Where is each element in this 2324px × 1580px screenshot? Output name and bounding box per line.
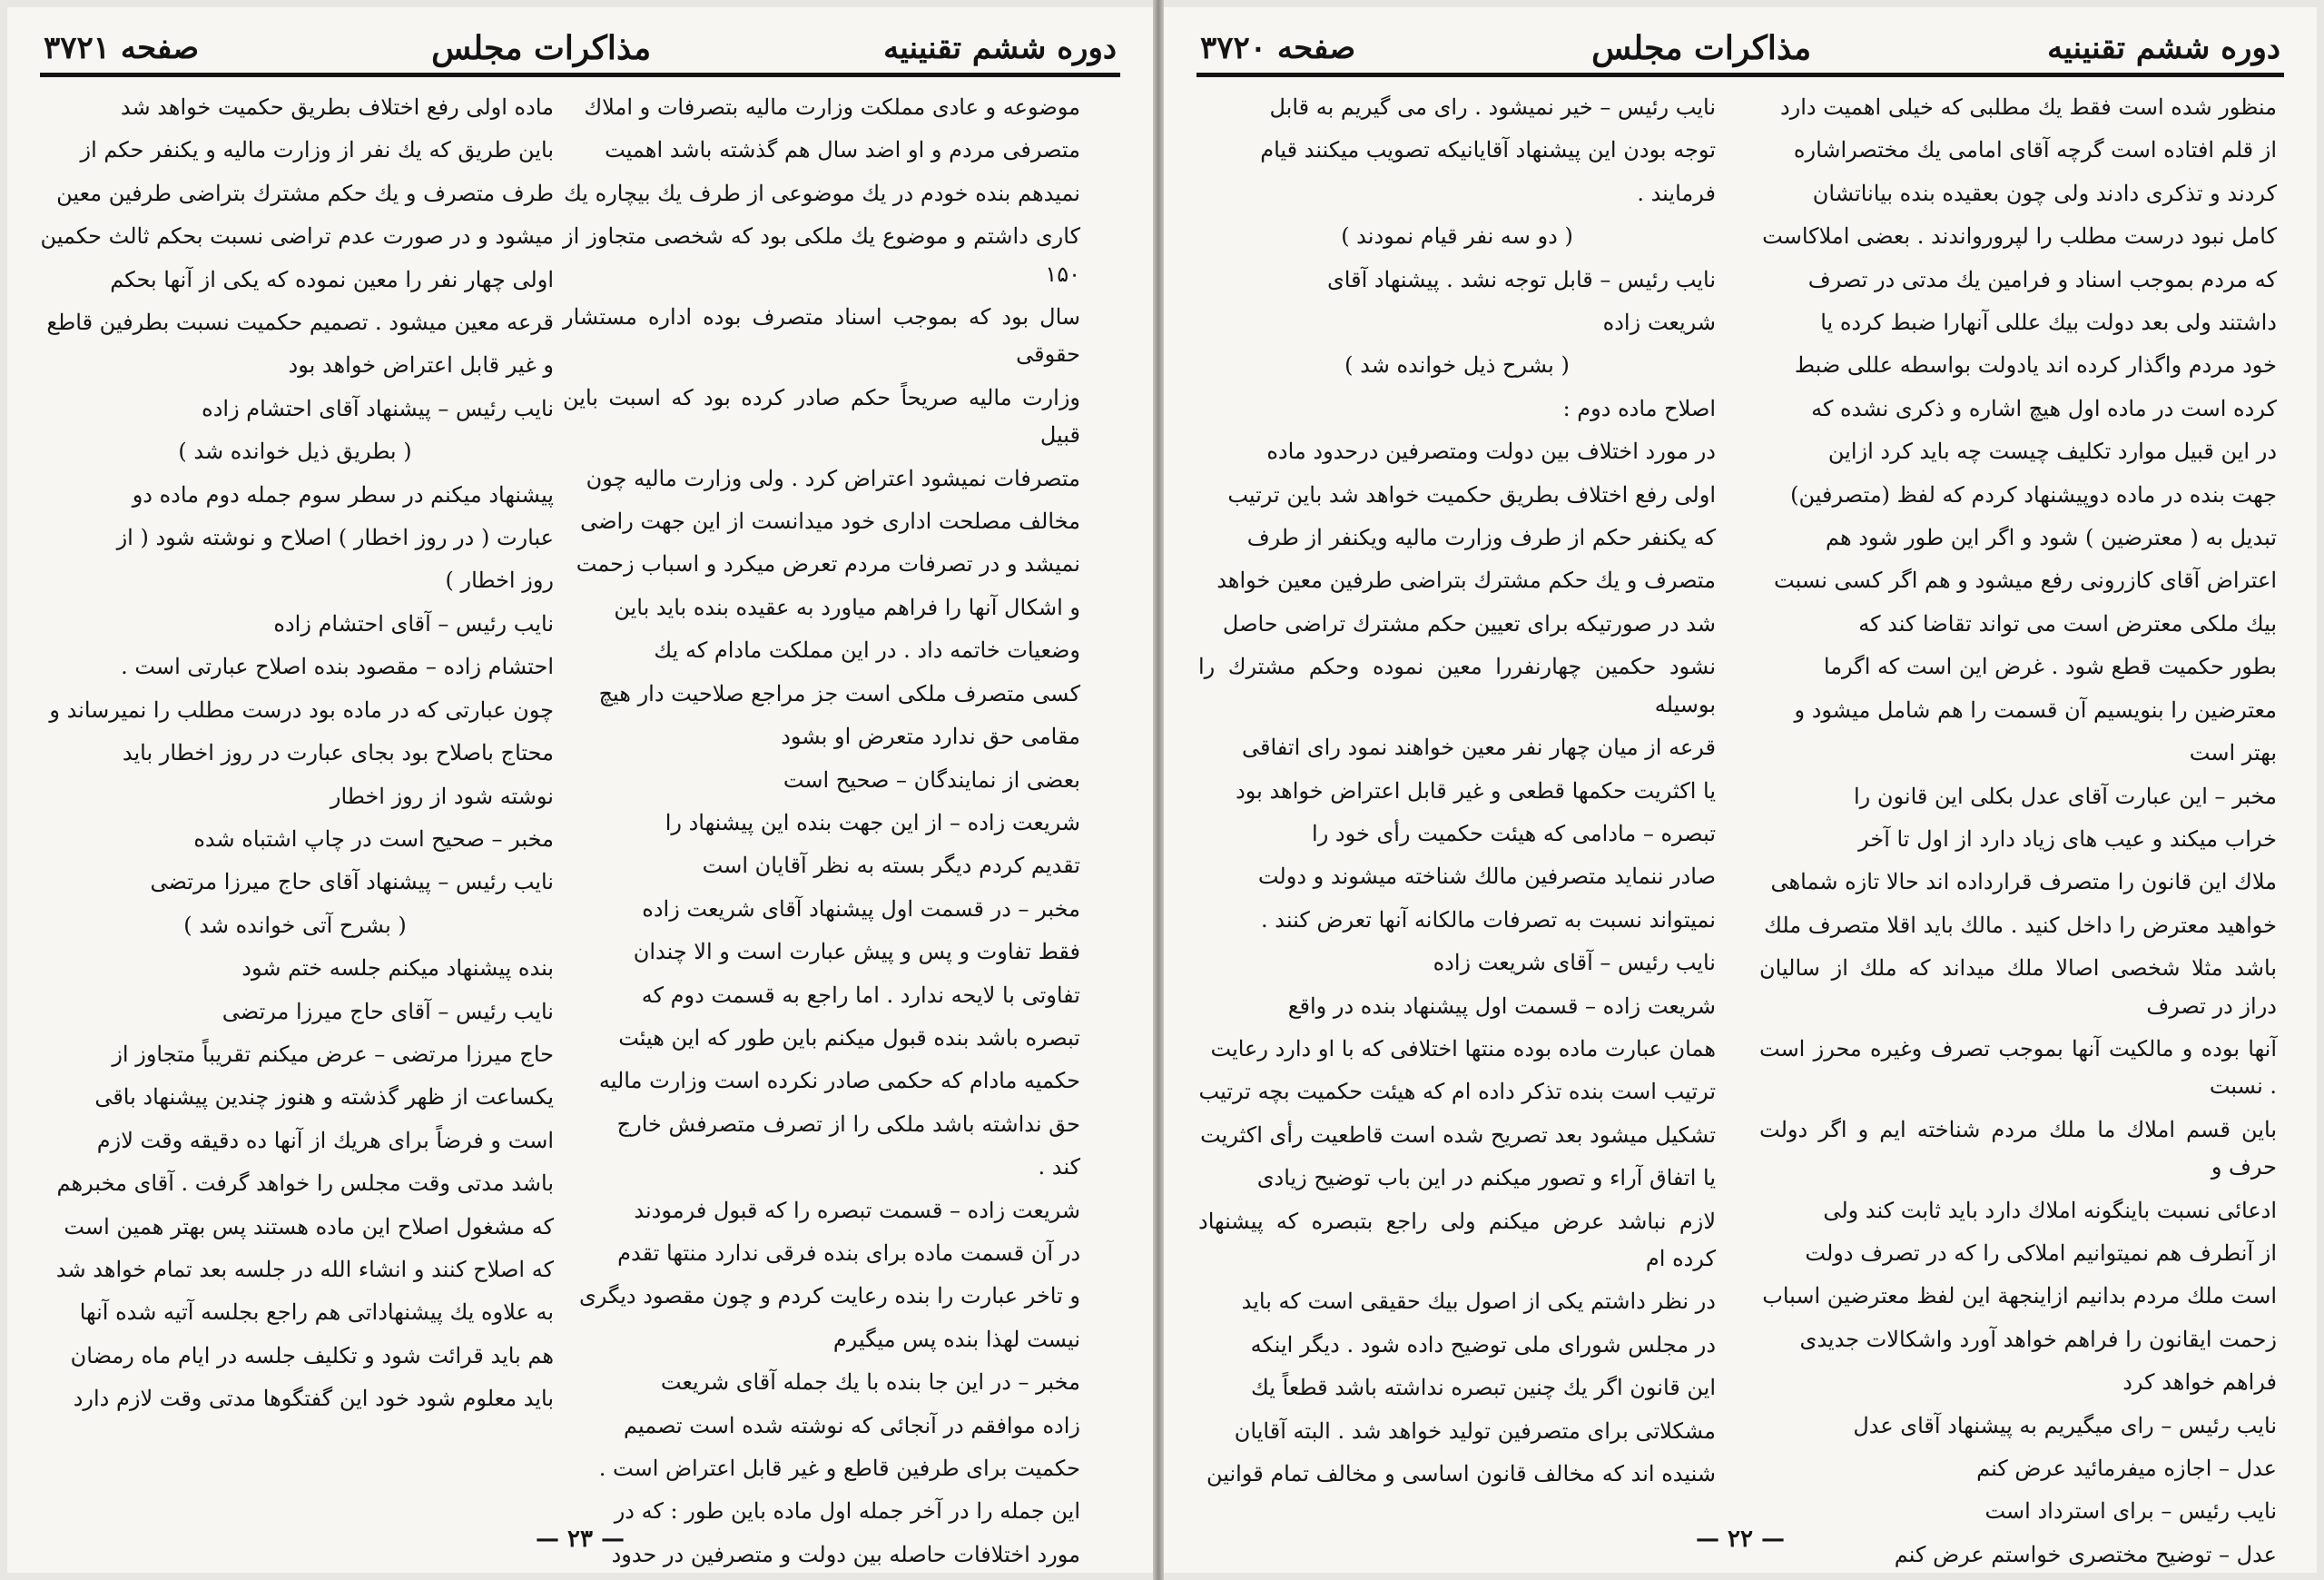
page-header	[44, 27, 1117, 69]
text-line: مورد اختلافات حاصله بین دولت و متصرفین در حدود	[611, 1541, 1080, 1567]
text-line: و اشکال آنها را فراهم میاورد به عقیده بنده باید باین	[614, 594, 1080, 620]
header-title: مذاکرات مجلس	[1591, 29, 1812, 67]
text-line: باشد مثلا شخصی اصالا ملك میداند که ملك از سالیان دراز در تصرف	[1759, 955, 2277, 1019]
text-line: عدل – توضیح مختصری خواستم عرض کنم	[1894, 1541, 2277, 1567]
text-line: به علاوه یك پیشنهاداتی هم راجع بجلسه آتیه شده آنها	[79, 1299, 554, 1326]
text-line: بعضی از نمایندگان – صحیح است	[783, 766, 1080, 793]
text-line: منظور شده است فقط یك مطلبی که خیلی اهمیت دارد	[1779, 94, 2277, 120]
text-line: در مجلس شورای ملی توضیح داده شود . دیگر اینکه	[1250, 1331, 1716, 1358]
text-line: ( بشرح آتی خوانده شد )	[183, 912, 407, 938]
text-line: بنده پیشنهاد میکنم جلسه ختم شود	[241, 955, 554, 982]
text-line: خراب میکند و عیب های زیاد دارد از اول تا آخر	[1858, 825, 2277, 852]
text-line: ادعائی نسبت باینگونه املاك دارد باید ثابت کند ولی	[1823, 1197, 2277, 1223]
header-session: دوره ششم تقنینیه	[2047, 30, 2280, 66]
text-line: معترضین را بنویسیم آن قسمت را هم شامل میشود و	[1794, 696, 2277, 723]
text-line: تبصره باشد بنده قبول میکنم باین طور که این هیئت	[618, 1024, 1080, 1051]
page-header	[1200, 27, 2280, 69]
header-rule	[40, 73, 1120, 77]
text-line: کردند و تذکری دادند ولی چون بعقیده بنده بیاناتشان	[1812, 180, 2277, 206]
text-line: همان عبارت ماده بوده منتها اختلافی که با او دارد رعایت	[1210, 1035, 1716, 1062]
text-line: نایب رئیس – رای میگیریم به پیشنهاد آقای عدل	[1853, 1412, 2277, 1438]
text-line: نمیشد و در تصرفات مردم تعرض میکرد و اسباب زحمت	[576, 551, 1080, 578]
text-line: ( دو سه نفر قیام نمودند )	[1341, 223, 1573, 250]
text-line: نایب رئیس – برای استرداد است	[1984, 1498, 2277, 1525]
text-line: آنها بوده و مالکیت آنها بموجب تصرف وغیره محرز است . نسبت	[1759, 1035, 2277, 1100]
text-line: نمیدهم بنده خودم در یك موضوعی از طرف یك بیچاره یك	[564, 180, 1080, 206]
text-line: میشود و در صورت عدم تراضی نسبت بحکم ثالث حکمین	[40, 223, 554, 250]
text-line: ملاك این قانون را متصرف قرارداده اند حالا تازه شماهی	[1770, 869, 2277, 895]
text-line: احتشام زاده – مقصود بنده اصلاح عبارتی است .	[121, 654, 554, 680]
text-line: که یکنفر حکم از طرف وزارت مالیه ویکنفر از طرف	[1246, 525, 1716, 551]
text-line: باشد مدتی وقت مجلس را خواهد گرفت . آقای مخبرهم	[56, 1170, 554, 1197]
text-line: قرعه از میان چهار نفر معین خواهند نمود رای اتفاقی	[1241, 735, 1716, 761]
text-line: و غیر قابل اعتراض خواهد بود	[288, 352, 554, 379]
text-line: قرعه معین میشود . تصمیم حکمیت نسبت بطرفین قاطع	[46, 310, 554, 336]
folio-number: — ۲۲ —	[1695, 1526, 1786, 1553]
text-line: مخبر – صحیح است در چاپ اشتباه شده	[193, 825, 554, 852]
text-line: فرمایند .	[1637, 180, 1716, 206]
text-line: فقط تفاوت و پس و پیش عبارت است و الا چندان	[633, 939, 1080, 965]
text-line: سال بود که بموجب اسناد متصرف بوده اداره مستشار حقوقی	[563, 304, 1080, 368]
text-line: یا اکثریت حکمها قطعی و غیر قابل اعتراض خواهد بود	[1236, 777, 1716, 804]
text-line: در آن قسمت ماده برای بنده فرقی ندارد منتها تقدم	[617, 1239, 1080, 1266]
text-line: نمیتواند نسبت به تصرفات مالکانه آنها تعرض کنند .	[1261, 906, 1716, 933]
text-line: جهت بنده در ماده دوپیشنهاد کردم که لفظ (متصرفین)	[1790, 481, 2277, 508]
text-line: در نظر داشتم یکی از اصول بیك حقیقی است که باید	[1241, 1289, 1716, 1315]
header-page-number: صفحه ۳۷۲۱	[44, 30, 200, 66]
text-line: خواهید معترض را داخل کنید . مالك باید اقلا متصرف ملك	[1764, 912, 2277, 938]
text-line: نایب رئیس – خیر نمیشود . رای می گیریم به قابل	[1269, 94, 1716, 120]
text-line: نیست لهذا بنده پس میگیرم	[832, 1326, 1080, 1352]
text-line: محتاج باصلاح بود بجای عبارت در روز اخطار باید	[122, 740, 554, 766]
text-line: است و فرضاً برای هریك از آنها ده دقیقه وقت لازم	[96, 1127, 554, 1153]
text-line: تفاوتی با لایحه ندارد . اما راجع به قسمت دوم که	[641, 982, 1080, 1008]
text-line: هم باید قرائت شود و تکلیف جلسه در ایام ماه رمضان	[70, 1342, 554, 1368]
text-line: شریعت زاده – قسمت تبصره را که قبول فرمودند	[634, 1197, 1080, 1223]
text-line: که اصلاح کنند و انشاء الله در جلسه بعد تمام خواهد شد	[55, 1256, 554, 1282]
text-line: کسی متصرف ملکی است جز مراجع صلاحیت دار هیچ	[598, 680, 1080, 706]
text-line: در این قبیل موارد تکلیف چیست چه باید کرد ازاین	[1827, 439, 2277, 465]
text-line: در مورد اختلاف بین دولت ومتصرفین درحدود ماده	[1266, 439, 1716, 465]
text-line: مخبر – این عبارت آقای عدل بکلی این قانون را	[1853, 783, 2277, 809]
text-line: چون عبارتی که در ماده بود درست مطلب را نمیرساند و	[49, 696, 554, 723]
text-line: تشکیل میشود بعد تصریح شده است قاطعیت رأی اکثریت	[1200, 1121, 1716, 1148]
text-line: شریعت زاده	[1602, 310, 1716, 336]
text-line: مخبر – در قسمت اول پیشنهاد آقای شریعت زاده	[642, 895, 1080, 922]
text-line: اولی رفع اختلاف بطریق حکمیت خواهد شد باین ترتیب	[1227, 481, 1716, 508]
header-title: مذاکرات مجلس	[431, 29, 652, 67]
book-gutter	[1153, 0, 1164, 1580]
text-line: بیك ملکی معترض است می تواند تقاضا کند که	[1858, 610, 2277, 637]
text-line: وضعیات خاتمه داد . در این مملکت مادام که یك	[654, 637, 1080, 664]
text-line: تقدیم کردم دیگر بسته به نظر آقایان است	[702, 853, 1080, 879]
text-line: فراهم خواهد کرد	[2122, 1369, 2277, 1396]
text-line: لازم نباشد عرض میکنم ولی راجع بتبصره که پیشنهاد کرده ام	[1198, 1208, 1716, 1271]
text-line: باید معلوم شود خود این گفتگوها مدتی وقت لازم دارد	[73, 1386, 554, 1412]
text-line: نایب رئیس – پیشنهاد آقای احتشام زاده	[202, 395, 554, 421]
text-line: باین طریق که یك نفر از وزارت مالیه و یکنفر حکم از	[80, 137, 554, 163]
text-line: یکساعت از ظهر گذشته و هنوز چندین پیشنهاد باقی	[94, 1084, 554, 1111]
text-line: ماده اولی رفع اختلاف بطریق حکمیت خواهد شد	[120, 94, 554, 120]
text-line: روز اخطار )	[445, 568, 554, 594]
text-line: مخبر – در این جا بنده با یك جمله آقای شریعت	[660, 1369, 1080, 1396]
text-line: بطور حکمیت قطع شود . غرض این است که اگرما	[1823, 654, 2277, 680]
text-line: این جمله را در آخر جمله اول ماده باین طور : که در	[614, 1498, 1080, 1525]
text-line: عدل – اجازه میفرمائید عرض کنم	[1976, 1456, 2277, 1481]
text-line: کرده است در ماده اول هیچ اشاره و ذکری نشده که	[1811, 395, 2277, 421]
text-line: نایب رئیس – پیشنهاد آقای حاج میرزا مرتضی	[150, 869, 554, 895]
text-line: طرف متصرف و یك حکم مشترك بتراضی طرفین معین	[56, 180, 554, 206]
text-line: این قانون اگر یك چنین تبصره نداشته باشد قطعاً یك	[1251, 1375, 1716, 1401]
text-line: کامل نبود درست مطلب را لپرورواندند . بعضی املاکاست	[1762, 223, 2277, 250]
text-line: تبصره – مادامی که هیئت حکمیت رأی خود را	[1312, 820, 1716, 846]
text-line: ( بشرح ذیل خوانده شد )	[1344, 352, 1570, 379]
text-line: نایب رئیس – آقای شریعت زاده	[1433, 950, 1716, 976]
text-line: شنیده اند که مخالف قانون اساسی و مخالف تمام قوانین	[1206, 1461, 1716, 1486]
text-line: مخالف مصلحت اداری خود میدانست از این جهت راضی	[580, 509, 1080, 535]
text-line: داشتند ولی بعد دولت بیك عللی آنهارا ضبط کرده یا	[1820, 310, 2277, 336]
text-line: متصرفی مردم و او اضد سال هم گذشته باشد اهمیت	[605, 137, 1080, 163]
folio-number: — ۲۳ —	[535, 1526, 625, 1553]
text-line: بهتر است	[2189, 740, 2277, 766]
text-line: توجه بودن این پیشنهاد آقایانیکه تصویب میکنند قیام	[1260, 137, 1716, 163]
text-line: و تاخر عبارت را بنده رعایت کردم و چون مقصود دیگری	[578, 1283, 1080, 1309]
header-rule	[1196, 73, 2284, 77]
text-line: نوشته شود از روز اخطار	[330, 783, 554, 809]
text-line: متصرف و یك حکم مشترك بتراضی طرفین معین خواهد	[1216, 568, 1716, 594]
text-line: مشکلاتی برای متصرفین تولید خواهد شد . البته آقایان	[1234, 1417, 1716, 1444]
text-line: خود مردم واگذار کرده اند یادولت بواسطه عللی ضبط	[1794, 352, 2277, 379]
right-page	[1164, 7, 2317, 1573]
text-line: اصلاح ماده دوم :	[1562, 395, 1716, 421]
text-line: کند .	[1038, 1154, 1080, 1180]
text-line: حق نداشته باشد ملکی را از تصرف متصرفش خارج	[616, 1111, 1080, 1137]
text-line: تبدیل به ( معترضین ) شود و اگر این طور شود هم	[1825, 525, 2277, 551]
text-line: که مردم بموجب اسناد و فرامین یك مدتی در تصرف	[1807, 266, 2277, 292]
text-line: شریعت زاده – از این جهت بنده این پیشنهاد را	[665, 809, 1080, 835]
text-line: حکمیه مادام که حکمی صادر نکرده است وزارت مالیه	[598, 1068, 1080, 1094]
text-line: نشود حکمین چهارنفررا معین نموده وحکم مشترك را بوسیله	[1198, 654, 1716, 717]
text-line: متصرفات نمیشود اعتراض کرد . ولی وزارت مالیه چون	[586, 465, 1080, 491]
text-column-2	[36, 89, 554, 1424]
text-line: اعتراض آقای کازرونی رفع میشود و هم اگر کسی نسبت	[1774, 568, 2277, 594]
text-line: مقامی حق ندارد متعرض او بشود	[781, 724, 1080, 750]
text-line: از آنطرف هم نمیتوانیم املاکی را که در تصرف دولت	[1805, 1239, 2277, 1266]
text-column-1	[563, 89, 1080, 1579]
text-line: شریعت زاده – قسمت اول پیشنهاد بنده در واقع	[1287, 992, 1716, 1019]
text-line: زاده موافقم در آنجائی که نوشته شده است تصمیم	[624, 1412, 1080, 1438]
text-line: کاری داشتم و موضوع یك ملکی بود که شخصی متجاوز از ۱۵۰	[563, 223, 1080, 287]
text-line: موضوعه و عادی مملکت وزارت مالیه بتصرفات و املاك	[584, 94, 1080, 120]
left-page	[7, 7, 1153, 1573]
text-line: وزارت مالیه صریحاً حکم صادر کرده بود که اسبت باین قبیل	[563, 384, 1080, 449]
text-column-2	[1198, 89, 1716, 1498]
text-line: حاج میرزا مرتضی – عرض میکنم تقریباً متجاوز از	[112, 1041, 554, 1067]
text-line: ( بطریق ذیل خوانده شد )	[178, 439, 412, 465]
text-line: صادر ننماید متصرفین مالك شناخته میشوند و دولت	[1257, 864, 1716, 890]
text-line: نایب رئیس – آقای حاج میرزا مرتضی	[222, 998, 554, 1024]
header-page-number: صفحه ۳۷۲۰	[1200, 30, 1356, 66]
text-line: شد در صورتیکه برای تعیین حکم مشترك تراضی حاصل	[1222, 610, 1716, 637]
text-line: عبارت ( در روز اخطار ) اصلاح و نوشته شود ( از	[116, 525, 554, 551]
text-line: از قلم افتاده است گرچه آقای امامی یك مختصراشاره	[1793, 137, 2277, 163]
header-session: دوره ششم تقنینیه	[883, 30, 1117, 66]
text-line: ترتیب است بنده تذکر داده ام که هیئت حکمیت بچه ترتیب	[1198, 1079, 1716, 1105]
text-line: یا اتفاق آراء و تصور میکنم در این باب توضیح زیادی	[1256, 1165, 1716, 1191]
text-line: پیشنهاد میکنم در سطر سوم جمله دوم ماده دو	[132, 481, 554, 508]
text-line: باین قسم املاك ما ملك مردم شناخته ایم و اگر دولت حرف و	[1759, 1116, 2277, 1180]
text-line: نایب رئیس – آقای احتشام زاده	[273, 610, 554, 637]
text-line: نایب رئیس – قابل توجه نشد . پیشنهاد آقای	[1327, 266, 1716, 292]
text-column-1	[1759, 89, 2277, 1579]
text-line: زحمت ایقانون را فراهم خواهد آورد واشکالات جدیدی	[1799, 1326, 2277, 1352]
text-line: که مشغول اصلاح این ماده هستند پس بهتر همین است	[64, 1213, 554, 1239]
text-line: حکمیت برای طرفین قاطع و غیر قابل اعتراض است .	[598, 1456, 1080, 1481]
text-line: اولی چهار نفر را معین نموده که یکی از آنها بحکم	[110, 266, 554, 292]
text-line: است ملك مردم بدانیم ازاینجهة این لفظ معترضین اسباب	[1762, 1283, 2277, 1309]
